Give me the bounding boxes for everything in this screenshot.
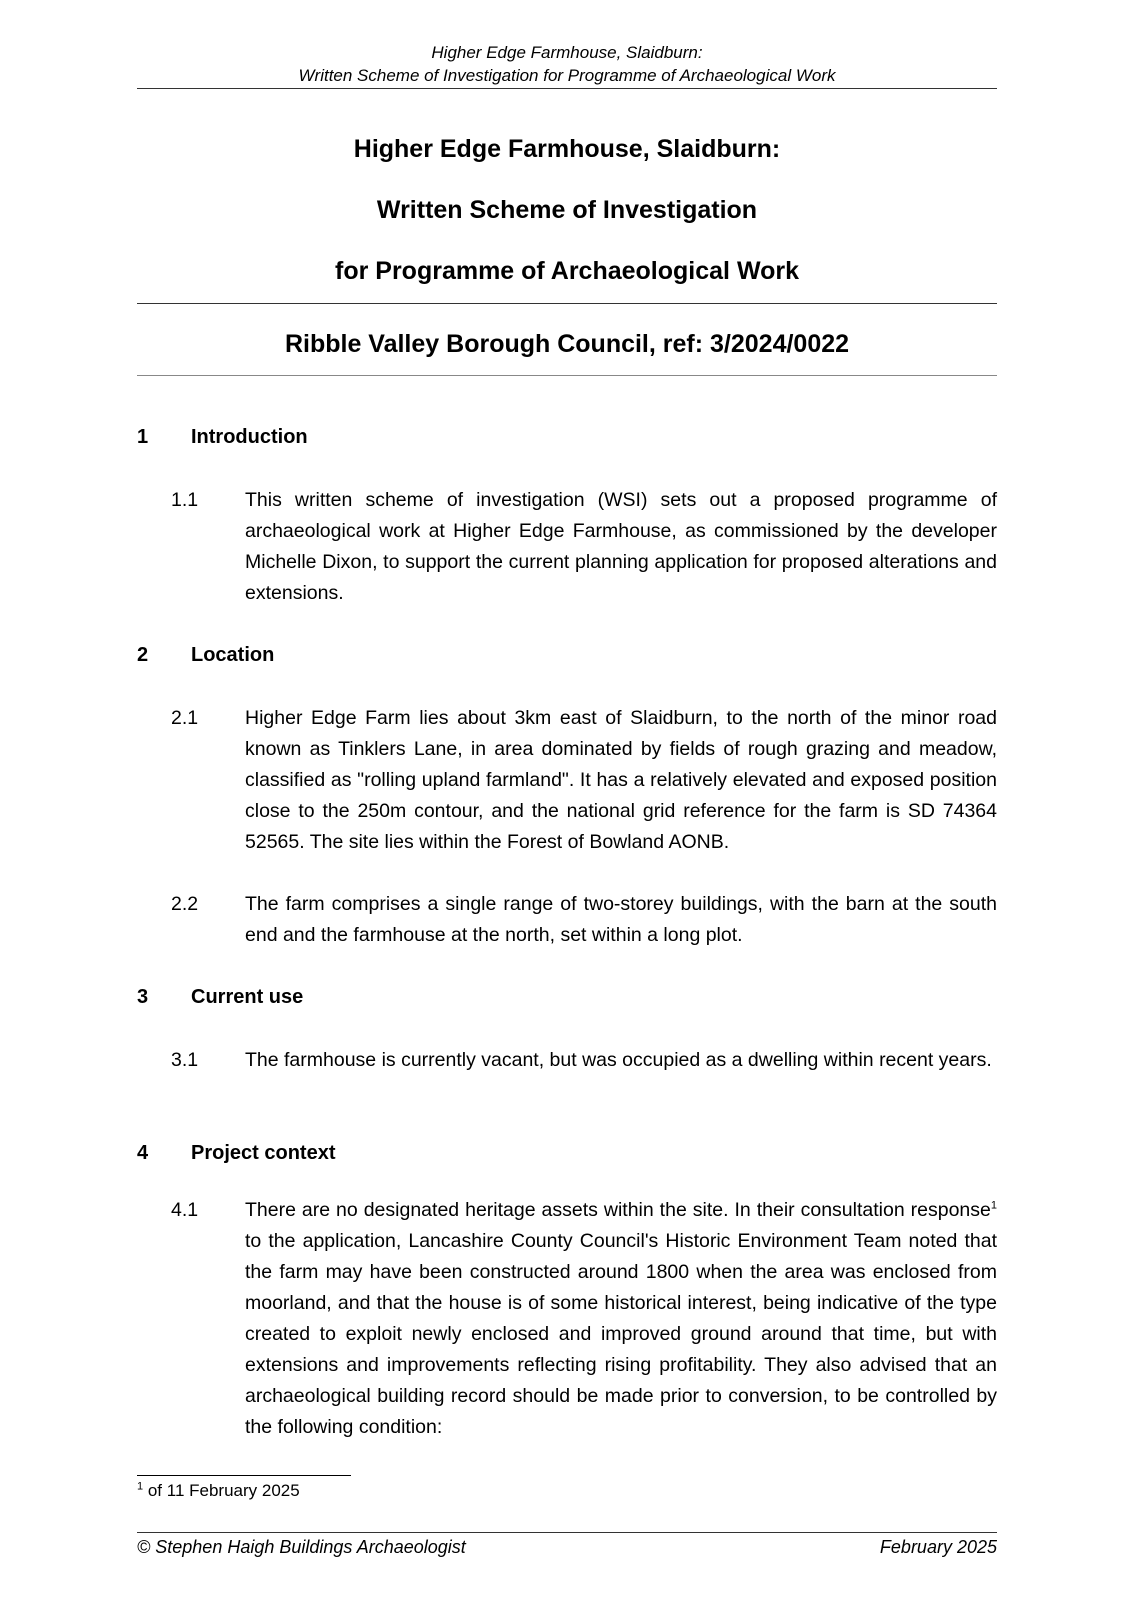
header-rule <box>137 88 997 89</box>
section-title: Project context <box>191 1142 336 1164</box>
section-title: Introduction <box>191 426 308 448</box>
paragraph-number: 2.2 <box>171 893 199 915</box>
paragraph <box>137 485 997 609</box>
section-number: 2 <box>137 644 149 666</box>
header-line-1: Higher Edge Farmhouse, Slaidburn: <box>431 43 703 62</box>
footer-rule <box>137 1532 997 1533</box>
paragraph-number: 2.1 <box>171 707 199 729</box>
footer-date: February 2025 <box>879 1537 997 1557</box>
section-title: Current use <box>191 986 304 1008</box>
paragraph-number: 3.1 <box>171 1049 199 1071</box>
reference-title: Ribble Valley Borough Council, ref: 3/2024/0022 <box>284 330 850 358</box>
footer-copyright: © Stephen Haigh Buildings Archaeologist <box>137 1537 466 1557</box>
header-line-2: Written Scheme of Investigation for Programme of Archaeological Work <box>298 66 836 85</box>
footnote-rule <box>137 1475 351 1476</box>
paragraph <box>137 1045 997 1076</box>
paragraph-number: 4.1 <box>171 1199 199 1221</box>
paragraph-text-a: There are no designated heritage assets within the site. In their consultation response <box>245 1199 991 1221</box>
section-number: 3 <box>137 986 149 1008</box>
paragraph-text <box>245 1195 997 1443</box>
title-line-3: for Programme of Archaeological Work <box>335 257 799 285</box>
title-line-2: Written Scheme of Investigation <box>376 196 758 224</box>
footnote-reference[interactable]: 1 <box>990 1199 997 1212</box>
paragraph <box>137 703 997 858</box>
paragraph <box>137 889 997 951</box>
section-number: 1 <box>137 426 149 448</box>
reference-rule <box>137 375 997 376</box>
title-rule <box>137 303 997 304</box>
paragraph-text: This written scheme of investigation (WSI) sets out a proposed programme of archaeological work at Higher Edge Farmhouse, as commissioned by the developer Michelle Dixon, to support the current planning application for proposed alterations and extensions. <box>245 489 997 604</box>
paragraph-text: Higher Edge Farm lies about 3km east of Slaidburn, to the north of the minor road known as Tinklers Lane, in area dominated by fields of rough grazing and meadow, classified as "rolling upland farmland". It has a relatively elevated and exposed position close to the 250m contour, and the national grid reference for the farm is SD 74364 52565. The site lies within the Forest of Bowland AONB. <box>245 707 997 853</box>
footer <box>137 1537 997 1558</box>
section-number: 4 <box>137 1142 149 1164</box>
paragraph-text-b: to the application, Lancashire County Council's Historic Environment Team noted that the farm may have been constructed around 1800 when the area was enclosed from moorland, and that the house is of some historical interest, being indicative of the type created to exploit newly enclosed and improved ground around that time, but with extensions and improvements reflecting rising profitability. They also advised that an archaeological building record should be made prior to conversion, to be controlled by the following condition: <box>245 1230 997 1438</box>
paragraph-text: The farm comprises a single range of two-storey buildings, with the barn at the south end and the farmhouse at the north, set within a long plot. <box>245 893 997 946</box>
title-line-1: Higher Edge Farmhouse, Slaidburn: <box>353 135 781 163</box>
paragraph <box>137 1195 997 1443</box>
footnote <box>137 1481 300 1501</box>
footnote-number: 1 <box>137 1480 144 1493</box>
paragraph-text: The farmhouse is currently vacant, but was occupied as a dwelling within recent years. <box>245 1049 992 1071</box>
section-title: Location <box>191 644 275 666</box>
paragraph-number: 1.1 <box>171 489 199 511</box>
footnote-text: of 11 February 2025 <box>143 1481 300 1500</box>
running-header <box>137 41 997 87</box>
